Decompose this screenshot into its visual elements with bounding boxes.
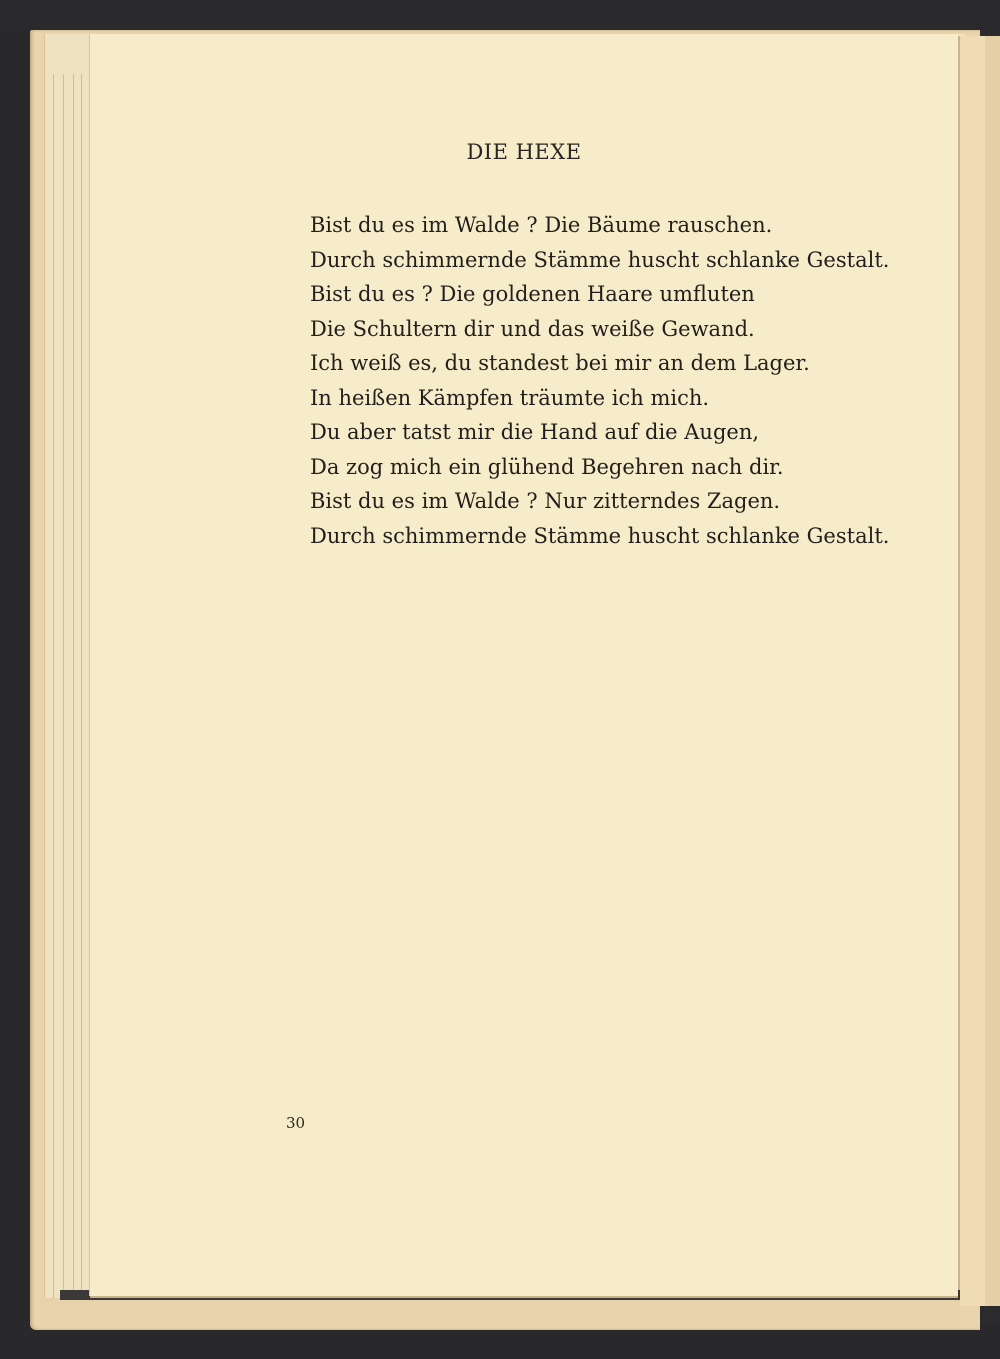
poem-line: Bist du es ? Die goldenen Haare umfluten — [310, 282, 755, 306]
poem-line: Durch schimmernde Stämme huscht schlanke Gestalt. — [310, 247, 890, 272]
page-stack-line — [53, 74, 54, 1324]
poem-line: Ich weiß es, du standest bei mir an dem Lager. — [310, 351, 810, 375]
poem-line: Du aber tatst mir die Hand auf die Augen, — [310, 420, 760, 444]
poem-line: Bist du es im Walde ? Die Bäume rauschen. — [310, 213, 773, 237]
poem-line: Bist du es im Walde ? Nur zitterndes Zagen. — [310, 489, 781, 513]
page-stack-line — [81, 74, 82, 1324]
bottom-paper-edge — [40, 1298, 960, 1326]
page-number: 30 — [286, 1114, 306, 1132]
poem-line: Da zog mich ein glühend Begehren nach dir. — [310, 454, 784, 479]
background-top — [0, 0, 1000, 32]
page-stack-line — [63, 74, 64, 1324]
book-right-edge-shadow — [985, 36, 1000, 1306]
background-bottom — [0, 1325, 1000, 1359]
poem-line: Durch schimmernde Stämme huscht schlanke Gestalt. — [310, 523, 890, 548]
page-stack-line — [73, 74, 74, 1324]
poem-line: Die Schultern dir und das weiße Gewand. — [310, 316, 755, 341]
poem-line: In heißen Kämpfen träumte ich mich. — [310, 385, 710, 410]
background-left — [0, 0, 30, 1359]
poem-title: DIE HEXE — [466, 140, 582, 164]
poem-text — [310, 208, 930, 553]
